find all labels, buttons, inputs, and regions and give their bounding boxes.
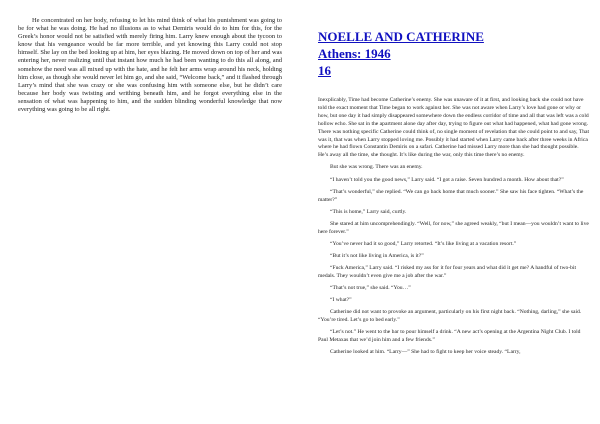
chapter-place-link[interactable]: Athens: 1946 [318,46,391,61]
paragraph: Inexplicably, Time had become Catherine’s enemy. She was unaware of it at first, and looking back she could not have told the exact moment that Time began to work against her. She was not aware when Larry’s love had gone or why or how, but one day it had simply disappeared somewhere down the endless corridor of time and all that was left was a cold hollow echo. She sat in the apartment alone day after day, trying to figure out what had happened, what had gone wrong. There was nothing specific Catherine could think of, no single moment of revelation that she could point to and say, That was it, that was when Larry stopped loving me. Possibly it had started when Larry came back after three weeks in Africa where he had flown Constantin Demiris on a safari. Catherine had missed Larry more than she had thought possible. He’s away all the time, she thought. It’s like during the war, only this time there’s no enemy. [318,97,590,159]
chapter-number-link[interactable]: 16 [318,63,331,78]
paragraph: “You’ve never had it so good,” Larry retorted. “It’s like living at a vacation resort.” [330,240,517,247]
left-page-paragraph: He concentrated on her body, refusing to let his mind think of what his punishment was going to be for what he was doing. He had no illusions as to what Demiris would do to him for this, for the Greek’s honor would not be satisfied with merely firing him. Larry knew enough about the tycoon to know that his vengeance would be far more terrible, and yet knowing this Larry could not stop himself. She lay on the bed looking up at him, her eyes blazing. He moved down on top of her and was entering her, never realizing until that instant how much he had been wanting to do this all along, and somehow the need was all mixed up with the hate, and he felt her arms wrap around his neck, holding him close, as though she would never let him go, and she said, “Welcome back,” and it flashed through Larry’s mind that she was crazy or she was confusing him with someone else, but he didn’t care because her body was twisting and writhing beneath him, and he forgot everything else in the sensation of what was happening to him, and the sudden blinding wonderful knowledge that now everything was going to be all right. [18,17,282,114]
right-page [300,0,600,424]
paragraph: “This is home,” Larry said, curtly. [330,208,407,215]
paragraph: “But it’s not like living in America, is it?” [330,252,424,259]
chapter-title-link[interactable]: NOELLE AND CATHERINE [318,29,484,44]
paragraph: “I haven’t told you the good news,” Larry said. “I got a raise. Seven hundred a month. How about that?” [330,176,564,183]
paragraph: “Fuck America,” Larry said. “I risked my ass for it for four years and what did it get me? A handful of two-bit medals. They wouldn’t even give me a job after the war.” [318,264,577,279]
paragraph: She stared at him uncomprehendingly. “Well, for now,” she agreed weakly, “but I mean—you wouldn’t want to live here forever.” [318,220,589,235]
paragraph: But she was wrong. There was an enemy. [330,164,423,171]
paragraph: “I what?” [330,297,352,303]
paragraph: “That’s not true,” she said. “You…” [330,284,411,291]
paragraph: “That’s wonderful,” she replied. “We can go back home that much sooner.” She saw his face tighten. “What’s the matter?” [318,188,584,203]
paragraph: Catherine looked at him. “Larry—” She had to fight to keep her voice steady. “Larry, [330,349,521,356]
paragraph: Catherine did not want to provoke an argument, particularly on his first night back. “Nothing, darling,” she said. “You’re tired. Let’s go to bed early.” [318,309,582,323]
paragraph: “Let’s not.” He went to the bar to pour himself a drink. “A new act’s opening at the Argentina Night Club. I told Paul Metaxas that we’d join him and a few friends.” [318,329,581,343]
